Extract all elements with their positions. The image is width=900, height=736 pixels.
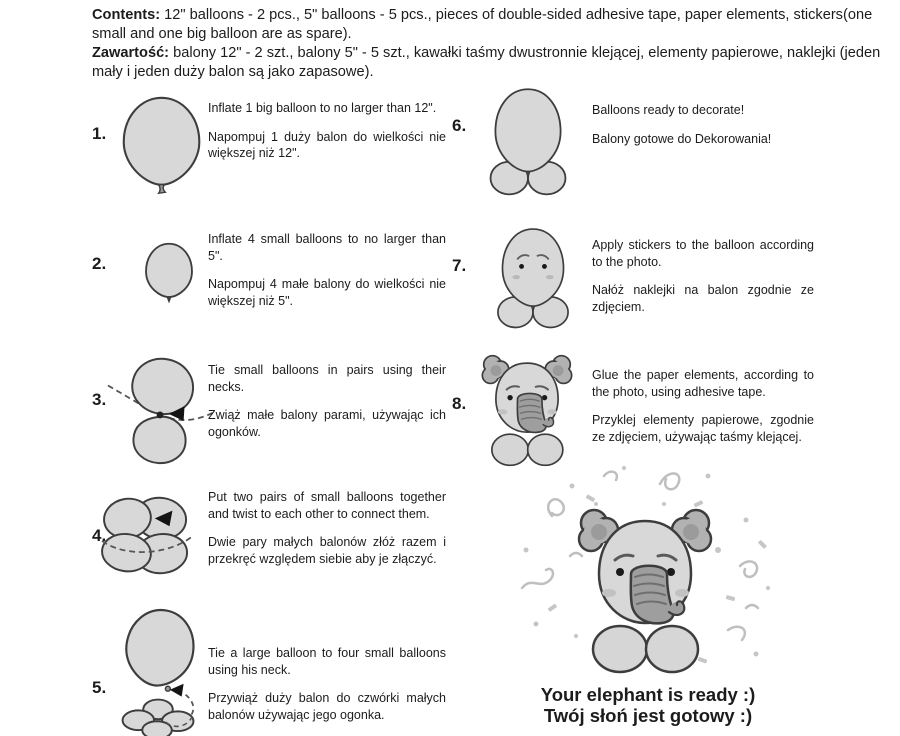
step-8-text-en: Glue the paper elements, according to the photo, using adhesive tape.: [592, 368, 814, 399]
step-2-text-pl: Napompuj 4 małe balony do wielkości nie większej niż 5".: [208, 277, 446, 308]
step-4-balloon-cluster-illustration: [96, 492, 198, 582]
step-7-text-en: Apply stickers to the balloon according to the photo.: [592, 238, 814, 269]
step-2-text-en: Inflate 4 small balloons to no larger than 5".: [208, 232, 446, 263]
step-6-text-en: Balloons ready to decorate!: [592, 103, 745, 117]
step-1-text: [208, 100, 446, 162]
step-6-text-pl: Balony gotowe do Dekorowania!: [592, 131, 772, 146]
step-7-balloon-face-illustration: [487, 226, 579, 329]
step-1-big-balloon-illustration: [116, 95, 208, 197]
step-3-text-pl: Zwiąż małe balony parami, używając ich ogonków.: [208, 408, 446, 439]
finale-text-en: Your elephant is ready :): [540, 684, 756, 705]
step-5-text-pl: Przywiąż duży balon do czwórki małych balonów używając jego ogonka.: [208, 691, 446, 722]
finale-text-pl: Twój słoń jest gotowy :): [543, 705, 753, 726]
step-8-text: [592, 367, 814, 445]
contents-text-en: 12" balloons - 2 pcs., 5" balloons - 5 pcs., pieces of double-sided adhesive tape, paper elements, stickers(one small and one big balloon are as spare).: [92, 7, 873, 42]
step-2-text: [208, 231, 446, 309]
contents-label-pl: Zawartość:: [92, 45, 170, 61]
step-3-text-en: Tie small balloons in pairs using their necks.: [208, 363, 446, 394]
step-1-text-pl: Napompuj 1 duży balon do wielkości nie większej niż 12".: [208, 129, 446, 160]
step-4-text: [208, 489, 446, 567]
step-7-text-pl: Nałóż naklejki na balon zgodnie ze zdjęciem.: [592, 283, 814, 314]
step-8-number: 8.: [452, 394, 467, 413]
step-3-text: [208, 362, 446, 440]
step-6-number: 6.: [452, 116, 467, 135]
step-6-balloon-body-illustration: [479, 86, 577, 196]
step-3-number: 3.: [92, 390, 107, 409]
finale-elephant-confetti-illustration: [512, 460, 784, 682]
step-5-balloon-tied-illustration: [108, 606, 210, 736]
step-3-tied-balloons-illustration: [102, 356, 218, 466]
step-8-text-pl: Przyklej elementy papierowe, zgodnie ze zdjęciem, używając taśmy klejącej.: [592, 413, 814, 444]
step-1-text-en: Inflate 1 big balloon to no larger than 12".: [208, 101, 437, 115]
step-7-text: [592, 237, 814, 315]
step-6-text: [592, 102, 814, 147]
step-7-number: 7.: [452, 256, 467, 275]
contents-text-pl: balony 12" - 2 szt., balony 5" - 5 szt., kawałki taśmy dwustronnie klejącej, elementy papierowe, naklejki (jeden mały i jeden duży balon są jako zapasowe).: [92, 45, 881, 80]
step-4-number: 4.: [92, 526, 107, 545]
step-4-text-pl: Dwie pary małych balonów złóż razem i przekręć względem siebie aby je złączyć.: [208, 535, 446, 566]
step-5-text-en: Tie a large balloon to four small balloons using his neck.: [208, 646, 446, 677]
step-5-number: 5.: [92, 678, 107, 697]
step-4-text-en: Put two pairs of small balloons together and twist to each other to connect them.: [208, 490, 446, 521]
contents-line-en: [92, 6, 892, 44]
step-8-elephant-illustration: [477, 353, 577, 468]
contents-line-pl: [92, 44, 892, 82]
contents-label-en: Contents:: [92, 7, 161, 23]
step-2-number: 2.: [92, 254, 107, 273]
step-1-number: 1.: [92, 124, 107, 143]
contents-header: [92, 6, 892, 82]
step-2-small-balloon-illustration: [141, 241, 197, 309]
finale-text: [512, 684, 784, 726]
step-5-text: [208, 645, 446, 723]
